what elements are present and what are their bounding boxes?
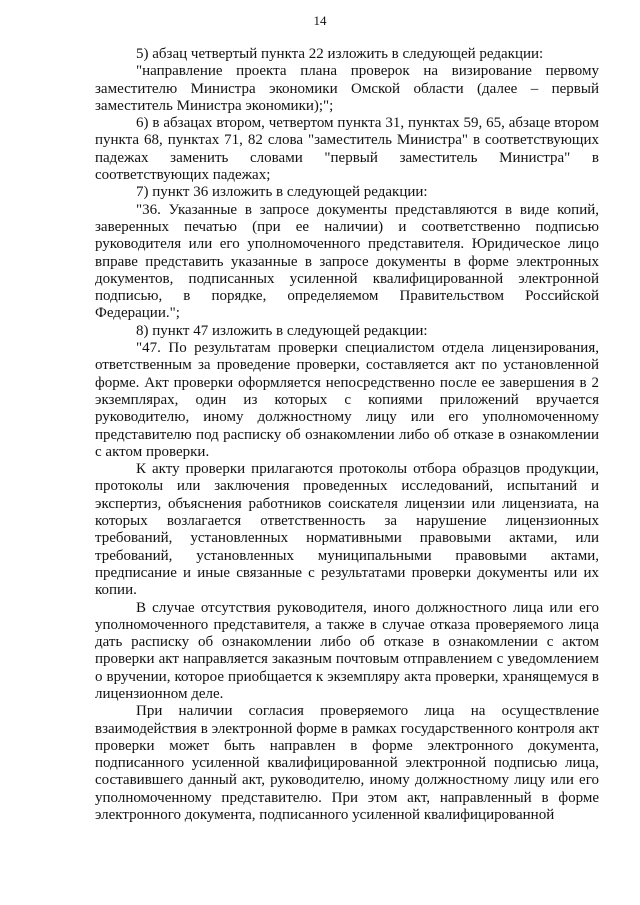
document-body: [95, 46, 599, 824]
paragraph: В случае отсутствия руководителя, иного должностного лица или его уполномоченного представителя, а также в случае отказа проверяемого лица дать расписку об ознакомлении либо об отказе в ознакомлении с актом проверки акт направляется заказным почтовым отправлением с уведомлением о вручении, которое приобщается к экземпляру акта проверки, хранящемуся в лицензионном деле.: [95, 599, 599, 702]
page-number: 14: [313, 13, 327, 28]
paragraph: При наличии согласия проверяемого лица на осуществление взаимодействия в электронной форме в рамках государственного контроля акт проверки может быть направлен в форме электронного документа, подписанного усиленной квалифицированной электронной подписью лица, составившего данный акт, руководителю, иному должностному лицу или его уполномоченному представителю. При этом акт, направленный в форме электронного документа, подписанного усиленной квалифицированной: [95, 703, 599, 824]
paragraph: 5) абзац четвертый пункта 22 изложить в следующей редакции:: [136, 46, 544, 62]
paragraph: "направление проекта плана проверок на визирование первому заместителю Министра экономики Омской области (далее – первый заместитель Министра экономики);";: [95, 63, 599, 114]
paragraph: "36. Указанные в запросе документы представляются в виде копий, заверенных печатью (при ее наличии) и соответственно подписью руководителя или его уполномоченного представителя. Юридическое лицо вправе представить указанные в запросе документы в форме электронных документов, подписанных усиленной квалифицированной электронной подписью, в порядке, определяемом Правительством Российской Федерации.";: [95, 201, 599, 322]
paragraph: К акту проверки прилагаются протоколы отбора образцов продукции, протоколы или заключения проведенных исследований, испытаний и экспертиз, объяснения работников соискателя лицензии или лицензиата, на которых возлагается ответственность за нарушение лицензионных требований, установленных нормативными правовыми актами, или требований, установленных муниципальными правовыми актами, предписание и иные связанные с результатами проверки документы или их копии.: [95, 461, 599, 599]
paragraph: "47. По результатам проверки специалистом отдела лицензирования, ответственным за проведение проверки, составляется акт по установленной форме. Акт проверки оформляется непосредственно после ее завершения в 2 экземплярах, один из которых с копиями приложений вручается руководителю, иному должностному лицу или его уполномоченному представителю под расписку об ознакомлении либо об отказе в ознакомлении с актом проверки.: [95, 340, 599, 460]
paragraph: 7) пункт 36 изложить в следующей редакции:: [136, 184, 428, 201]
paragraph: 6) в абзацах втором, четвертом пункта 31, пунктах 59, 65, абзаце втором пункта 68, пунктах 71, 82 слова "заместитель Министра" в соответствующих падежах заменить словами "первый заместитель Министра" в соответствующих падежах;: [95, 115, 599, 184]
paragraph: 8) пункт 47 изложить в следующей редакции:: [136, 322, 428, 339]
